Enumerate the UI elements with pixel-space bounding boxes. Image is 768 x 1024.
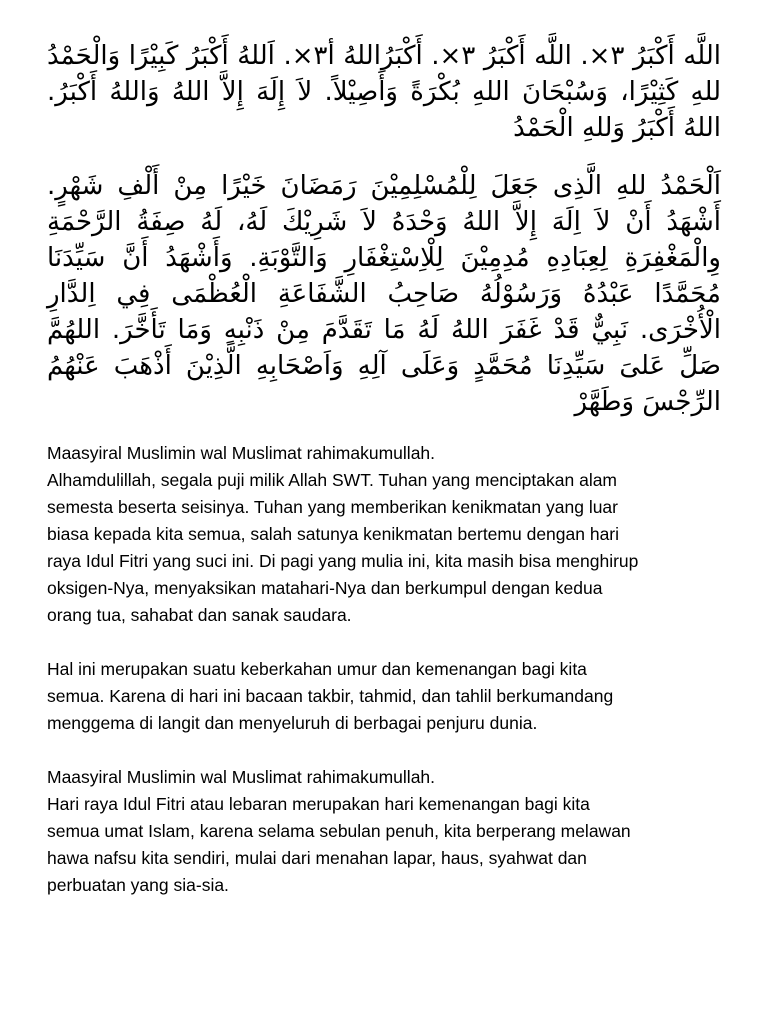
paragraph-spacer [47,629,721,656]
paragraph-greeting [47,440,721,629]
arabic-hamdalah-block: اَلْحَمْدُ للهِ الَّذِى جَعَلَ لِلْمُسْلِمِيْنَ رَمَضَانَ خَيْرًا مِنْ أَلْفِ شَهْرٍ. أَشْهَدُ أَنْ لاَ اِلَهَ إِلاَّ اللهُ وَحْدَهُ لاَ شَرِيْكَ لَهُ، لَهُ صِفَةُ الرَّحْمَةِ وِالْمَغْفِرَةِ لِعِبَادِهِ مُدِمِيْنَ لِلْاِسْتِغْفَارِ وَالتَّوْبَةِ. وَأَشْهَدُ أَنَّ سَيِّدَنَا مُحَمَّدًا عَبْدُهُ وَرَسُوْلُهُ صَاحِبُ الشَّفَاعَةِ الْعُظْمَى فِي اِلدَّارِ الْأُخْرَى. نَبِيٌّ قَدْ غَفَرَ اللهُ لَهُ مَا تَقَدَّمَ مِنْ ذَنْبِهِ وَمَا تَأَخَّرَ. اللهُمَّ صَلِّ عَلىَ سَيِّدِنَا مُحَمَّدٍ وَعَلَى آلِهِ وَاَصْحَابِهِ الَّذِيْنَ أَذْهَبَ عَنْهُمُ الرِّجْسَ وَطَهَّرْ [47,171,721,417]
text-line: raya Idul Fitri yang suci ini. Di pagi yang mulia ini, kita masih bisa menghirup [47,551,639,571]
paragraph-spacer [47,737,721,764]
text-line: semesta beserta seisinya. Tuhan yang memberikan kenikmatan yang luar [47,497,618,517]
arabic-takbir-block: اللَّه أَكْبَرُ ٣×. اللَّه أَكْبَرُ ٣×. أَكْبَرُاللهُ أ٣×. اَللهُ أَكْبَرُ كَبِيْرًا وَالْحَمْدُ للهِ كَثِيْرًا، وَسُبْحَانَ اللهِ بُكْرَةً وَأَصِيْلاً. لاَ إِلَهَ إِلاَّ اللهُ وَاللهُ أَكْبَرُ. اللهُ أَكْبَرُ وَللهِ الْحَمْدُ [47,41,721,143]
text-line: biasa kepada kita semua, salah satunya kenikmatan bertemu dengan hari [47,524,620,544]
text-line: semua. Karena di hari ini bacaan takbir, tahmid, dan tahlil berkumandang [47,686,614,706]
text-line: Hari raya Idul Fitri atau lebaran merupakan hari kemenangan bagi kita [47,794,590,814]
text-line: Alhamdulillah, segala puji milik Allah SWT. Tuhan yang menciptakan alam [47,470,618,490]
paragraph-idul-fitri [47,764,721,899]
text-line: Hal ini merupakan suatu keberkahan umur dan kemenangan bagi kita [47,659,587,679]
text-line: menggema di langit dan menyeluruh di berbagai penjuru dunia. [47,713,538,733]
text-line: orang tua, sahabat dan sanak saudara. [47,605,352,625]
document-page [47,38,721,899]
text-line: oksigen-Nya, menyaksikan matahari-Nya dan berkumpul dengan kedua [47,578,603,598]
text-line: perbuatan yang sia-sia. [47,875,229,895]
text-line: hawa nafsu kita sendiri, mulai dari menahan lapar, haus, syahwat dan [47,848,587,868]
text-line: Maasyiral Muslimin wal Muslimat rahimakumullah. [47,443,436,463]
text-line: semua umat Islam, karena selama sebulan penuh, kita berperang melawan [47,821,631,841]
text-line: Maasyiral Muslimin wal Muslimat rahimakumullah. [47,767,436,787]
paragraph-blessing [47,656,721,737]
